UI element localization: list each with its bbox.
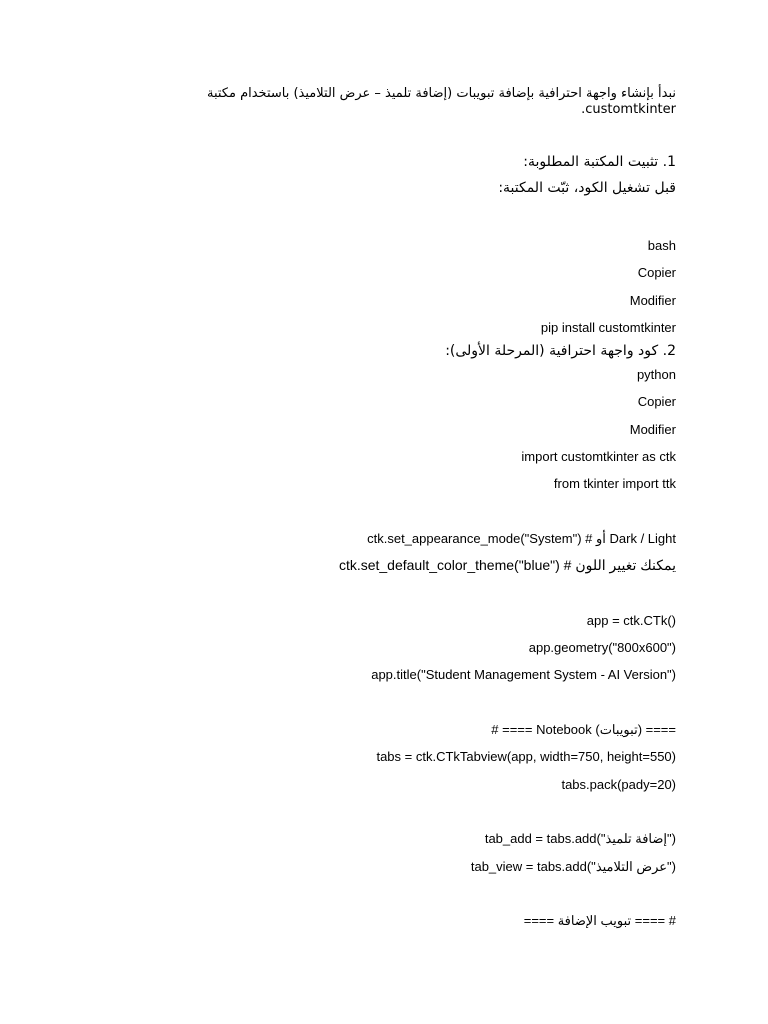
spacer	[156, 880, 676, 907]
spacer	[156, 198, 676, 232]
code-language-label: bash	[647, 238, 676, 253]
code-line: import customtkinter as ctk	[521, 449, 676, 465]
code-line: tabs.pack(pady=20)	[561, 776, 676, 792]
copy-button[interactable]: Copier	[637, 394, 676, 410]
step1-text: قبل تشغيل الكود، ثبّت المكتبة:	[498, 180, 676, 196]
document-body	[156, 86, 676, 934]
code-line: # ==== Notebook (تبويبات) ====	[491, 722, 676, 738]
code-line: # ==== تبويب الإضافة ====	[523, 913, 676, 929]
code-language-label: python	[636, 367, 676, 383]
step2-heading: 2. كود واجهة احترافية (المرحلة الأولى):	[445, 343, 676, 360]
pip-command: pip install customtkinter	[540, 319, 676, 335]
spacer	[156, 498, 676, 525]
code-line: tab_add = tabs.add("إضافة تلميذ")	[484, 831, 676, 847]
code-line: ctk.set_appearance_mode("System") # أو Dark / Light	[367, 530, 676, 546]
copy-button[interactable]: Copier	[637, 265, 676, 281]
code-line: app.title("Student Management System - AI Version")	[371, 667, 676, 683]
spacer	[156, 689, 676, 716]
intro-paragraph: نبدأ بإنشاء واجهة احترافية بإضافة تبويبات (إضافة تلميذ – عرض التلاميذ) باستخدام مكتبة customtkinter.	[206, 86, 676, 117]
modify-button[interactable]: Modifier	[629, 292, 676, 308]
code-line: from tkinter import ttk	[553, 476, 676, 492]
step1-heading: 1. تثبيت المكتبة المطلوبة:	[523, 154, 676, 170]
code-line: app.geometry("800x600")	[528, 640, 676, 656]
code-line: ctk.set_default_color_theme("blue") # يمكنك تغيير اللون	[338, 557, 676, 574]
spacer	[156, 580, 676, 607]
code-line: app = ctk.CTk()	[586, 612, 676, 628]
code-line: tabs = ctk.CTkTabview(app, width=750, height=550)	[376, 749, 676, 765]
modify-button[interactable]: Modifier	[629, 421, 676, 437]
code-line: tab_view = tabs.add("عرض التلاميذ")	[470, 858, 676, 874]
spacer	[156, 798, 676, 825]
